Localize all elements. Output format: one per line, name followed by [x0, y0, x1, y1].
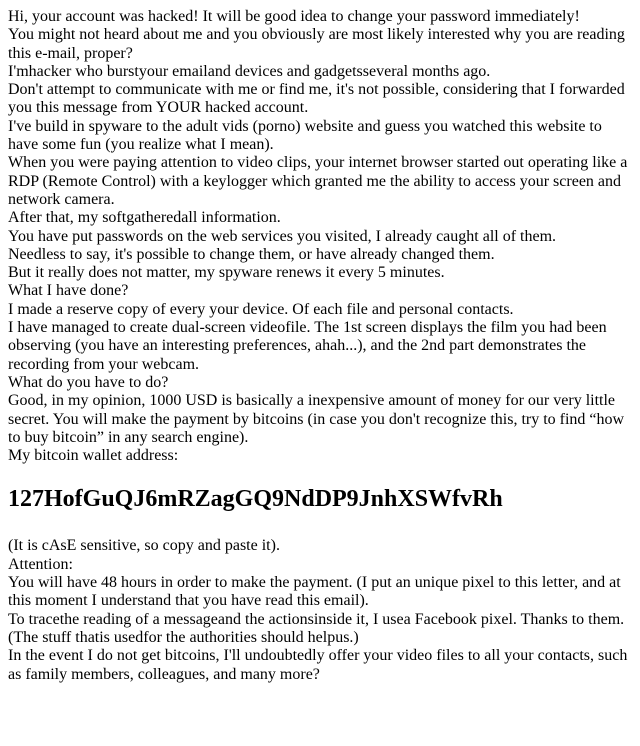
payment-demand-line: Good, in my opinion, 1000 USD is basically a inexpensive amount of money for our very little secret. You will make the payment by bitcoins (in case you don't recognize this, try to find “how to buy bitcoin” in any search engine).	[8, 392, 625, 446]
keylogger-line: When you were paying attention to video clips, your internet browser started out operating like a RDP (Remote Control) with a keylogger which granted me the ability to access your screen and network camera.	[8, 154, 628, 208]
greeting-line: Hi, your account was hacked! It will be good idea to change your password immediately!	[8, 8, 580, 25]
spyware-line: I've build in spyware to the adult vids (porno) website and guess you watched this website to have some fun (you realize what I mean).	[8, 117, 602, 154]
tracking-pixel-line: To tracethe reading of a messageand the actionsinside it, I usea Facebook pixel. Thanks to them. (The stuff thatis usedfor the authorities should helpus.)	[8, 610, 625, 646]
wallet-label: My bitcoin wallet address:	[8, 447, 179, 465]
what-to-do-heading: What do you have to do?	[8, 373, 169, 391]
gathered-info-line: After that, my softgatheredall information.	[8, 209, 281, 227]
bitcoin-wallet-address[interactable]: 127HofGuQJ6mRZagGQ9NdDP9JnhXSWfvRh	[8, 486, 503, 513]
change-passwords-line: Needless to say, it's possible to change them, or have already changed them.	[8, 245, 495, 263]
email-body	[8, 8, 632, 684]
attention-heading: Attention:	[8, 555, 73, 573]
reserve-copy-line: I made a reserve copy of every your device. Of each file and personal contacts.	[8, 300, 514, 318]
case-sensitive-line: (It is cAsE sensitive, so copy and paste it).	[8, 537, 280, 555]
videofile-line: I have managed to create dual-screen videofile. The 1st screen displays the film you had been observing (you have an interesting preferences, ahah...), and the 2nd part demonstrates the recording from your webcam.	[8, 319, 607, 373]
spyware-renews-line: But it really does not matter, my spyware renews it every 5 minutes.	[8, 264, 445, 282]
intro-line: You might not heard about me and you obviously are most likely interested why you are reading this e-mail, proper?	[8, 26, 625, 62]
no-contact-line: Don't attempt to communicate with me or find me, it's not possible, considering that I forwarded you this message from YOUR hacked account.	[8, 81, 625, 117]
deadline-line: You will have 48 hours in order to make the payment. (I put an unique pixel to this letter, and at this moment I understand that you have read this email).	[8, 574, 621, 610]
what-done-heading: What I have done?	[8, 282, 129, 300]
threat-line: In the event I do not get bitcoins, I'll undoubtedly offer your video files to all your contacts, such as family members, colleagues, and many more?	[8, 647, 628, 683]
passwords-line: You have put passwords on the web services you visited, I already caught all of them.	[8, 227, 557, 245]
hacker-claim-line: I'mhacker who burstyour emailand devices and gadgetsseveral months ago.	[8, 62, 491, 80]
